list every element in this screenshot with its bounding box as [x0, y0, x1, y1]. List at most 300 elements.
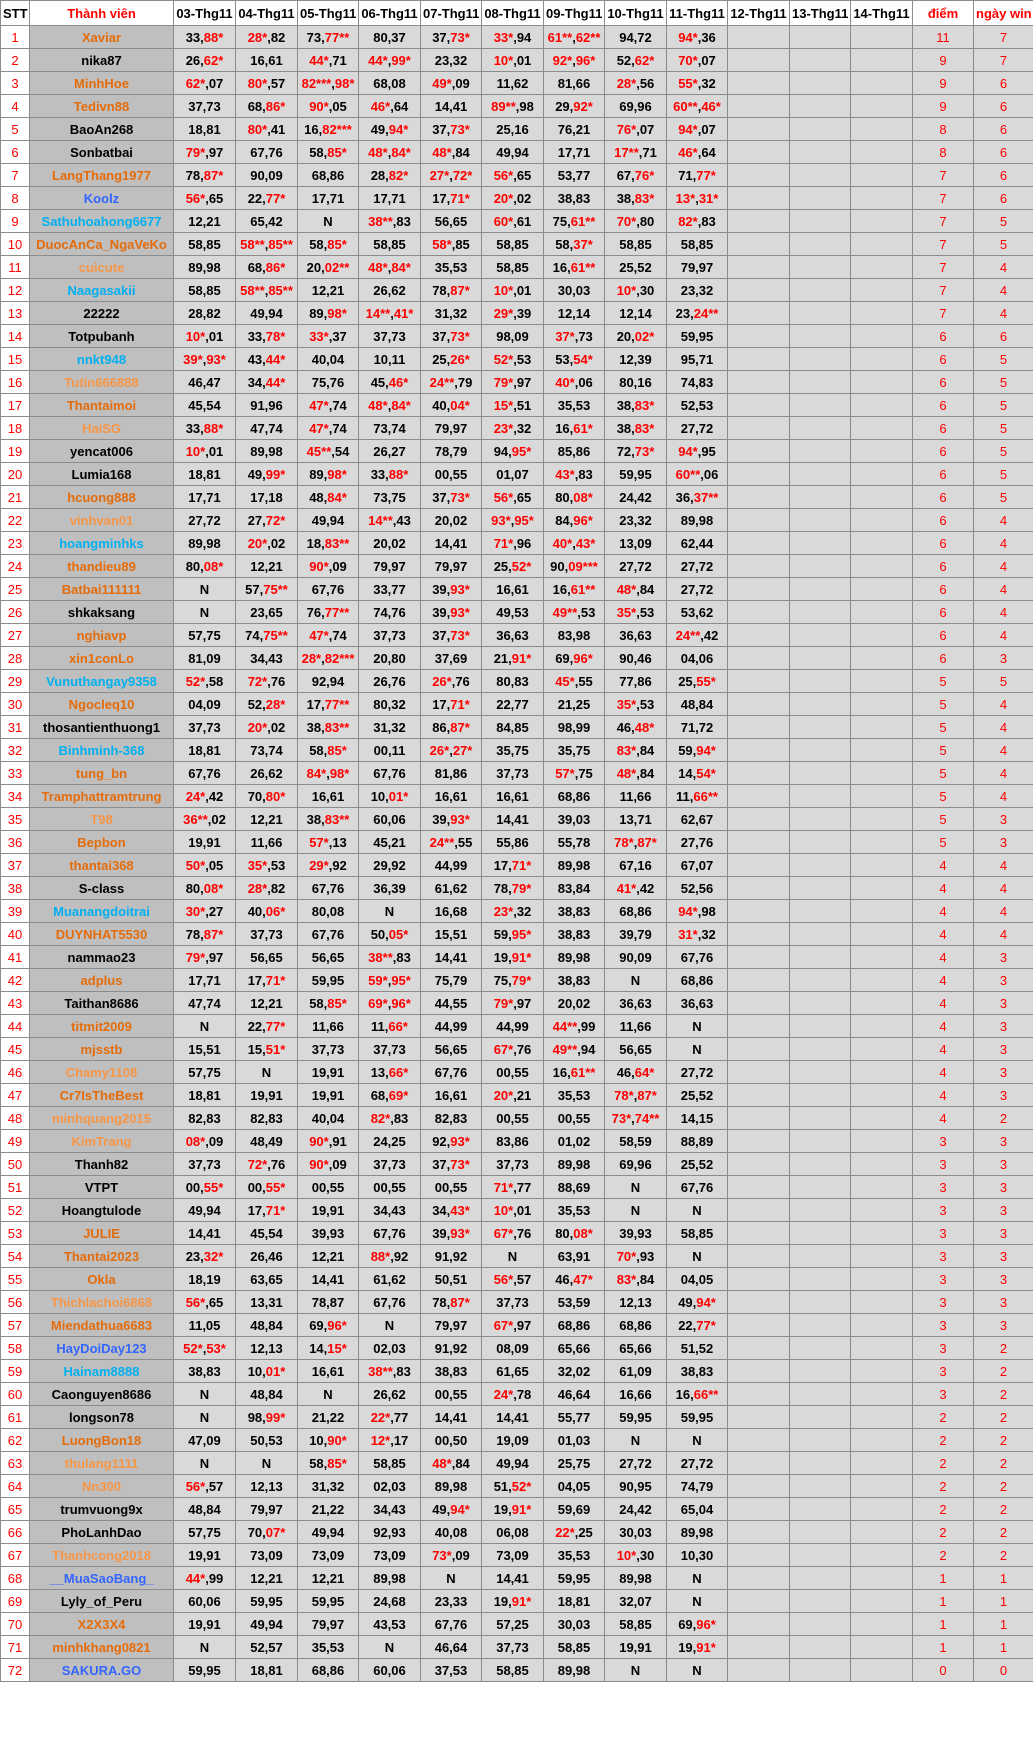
day-value-cell [605, 26, 667, 49]
day-value-cell [667, 1498, 728, 1521]
empty-day-cell [790, 1107, 851, 1130]
day-value-cell [667, 1406, 728, 1429]
empty-day-cell [790, 49, 851, 72]
column-header: ngày win [974, 1, 1033, 26]
value-part: 01,02 [557, 1133, 591, 1149]
value-part: 17, [432, 696, 451, 712]
value-part: 82* [370, 1110, 391, 1126]
row-number: 38 [1, 877, 30, 900]
value-part: , [326, 765, 330, 781]
day-value-cell [236, 877, 298, 900]
score-cell: 3 [913, 1314, 974, 1337]
day-value-cell [544, 739, 605, 762]
value-part: 59,95 [311, 1593, 345, 1609]
value-part: 48* [368, 397, 388, 413]
value-part: , [510, 512, 515, 528]
day-value-cell [298, 164, 359, 187]
value-part: 74, [245, 627, 264, 643]
row-number: 47 [1, 1084, 30, 1107]
row-number: 42 [1, 969, 30, 992]
day-value-cell [667, 118, 728, 141]
value-part: 37, [432, 328, 451, 344]
value-part: ,84 [451, 144, 470, 160]
day-value-cell [298, 808, 359, 831]
day-value-cell [174, 1383, 236, 1406]
value-part: 31,32 [434, 305, 468, 321]
table-row [1, 1107, 1033, 1130]
value-part: 45,21 [373, 834, 406, 850]
day-value-cell [544, 578, 605, 601]
day-value-cell [605, 256, 667, 279]
day-value-cell [359, 417, 421, 440]
day-value-cell [236, 1268, 298, 1291]
score-cell: 3 [913, 1176, 974, 1199]
day-value-cell [359, 1360, 421, 1383]
day-value-cell [174, 141, 236, 164]
value-part: 49,94 [188, 1202, 221, 1218]
value-part: ,32 [697, 926, 716, 942]
value-part: 65,66 [619, 1340, 652, 1356]
value-part: 79,97 [311, 1616, 345, 1632]
day-value-cell [421, 877, 482, 900]
value-part: 34,43 [373, 1202, 406, 1218]
value-part: 36, [675, 489, 694, 505]
day-value-cell [298, 877, 359, 900]
day-value-cell [298, 1452, 359, 1475]
empty-day-cell [728, 509, 790, 532]
value-part: 14,41 [311, 1271, 345, 1287]
table-row [1, 900, 1033, 923]
member-name: Sathuhoahong6677 [30, 210, 174, 233]
day-value-cell [236, 578, 298, 601]
value-part: 38, [616, 397, 635, 413]
value-part: 73* [450, 328, 470, 344]
value-part: , [633, 1087, 638, 1103]
value-part: 67,16 [619, 857, 652, 873]
value-part: 12,13 [250, 1340, 283, 1356]
value-part: 40,04 [311, 1110, 345, 1126]
value-part: 87* [637, 834, 657, 850]
value-part: 46* [701, 98, 721, 114]
value-part: 12,39 [619, 351, 652, 367]
value-part: 95* [391, 972, 411, 988]
value-part: 17, [493, 857, 512, 873]
value-part: 17,71 [311, 190, 345, 206]
value-part: 94,72 [619, 29, 652, 45]
value-part: 68, [247, 98, 266, 114]
value-part: ,32 [513, 903, 532, 919]
day-value-cell [605, 946, 667, 969]
value-part: 85** [268, 282, 293, 298]
day-value-cell [544, 1199, 605, 1222]
day-value-cell [482, 1038, 544, 1061]
value-part: , [695, 190, 699, 206]
value-part: 12,21 [311, 1248, 345, 1264]
score-cell: 5 [913, 716, 974, 739]
row-number: 71 [1, 1636, 30, 1659]
day-value-cell [667, 969, 728, 992]
day-value-cell [174, 900, 236, 923]
wins-cell: 6 [974, 187, 1033, 210]
value-part: ,97 [513, 374, 532, 390]
score-cell: 8 [913, 118, 974, 141]
value-part: ,98 [697, 903, 716, 919]
empty-day-cell [790, 1360, 851, 1383]
value-part: 35,53 [434, 259, 468, 275]
value-part: 46, [616, 1064, 635, 1080]
day-value-cell [298, 371, 359, 394]
empty-day-cell [728, 601, 790, 624]
value-part: 46* [678, 144, 698, 160]
empty-day-cell [728, 1199, 790, 1222]
value-part: 52* [183, 1340, 203, 1356]
day-value-cell [544, 1475, 605, 1498]
day-value-cell [359, 1383, 421, 1406]
table-row [1, 1613, 1033, 1636]
value-part: 60** [673, 98, 698, 114]
score-cell: 7 [913, 164, 974, 187]
value-part: ,09 [328, 1156, 347, 1172]
value-part: 68,86 [311, 167, 345, 183]
day-value-cell [421, 26, 482, 49]
value-part: 25,52 [680, 1156, 714, 1172]
day-value-cell [544, 509, 605, 532]
value-part: ,55 [574, 673, 593, 689]
value-part: 58,85 [680, 1225, 714, 1241]
table-row [1, 348, 1033, 371]
empty-day-cell [851, 141, 913, 164]
row-number: 44 [1, 1015, 30, 1038]
table-row [1, 1061, 1033, 1084]
value-part: 72* [265, 512, 286, 528]
empty-day-cell [851, 325, 913, 348]
table-row [1, 440, 1033, 463]
day-value-cell [421, 210, 482, 233]
empty-day-cell [851, 1429, 913, 1452]
day-value-cell [236, 348, 298, 371]
day-value-cell [174, 854, 236, 877]
value-part: ,53 [636, 696, 655, 712]
value-part: 59,95 [619, 1409, 652, 1425]
value-part: 89,98 [680, 512, 714, 528]
day-value-cell [667, 854, 728, 877]
value-part: 67,76 [311, 880, 345, 896]
value-part: 29* [309, 857, 329, 873]
value-part: 26,62 [250, 765, 283, 781]
table-row [1, 1544, 1033, 1567]
day-value-cell [544, 210, 605, 233]
day-value-cell [421, 969, 482, 992]
day-value-cell [544, 854, 605, 877]
table-row [1, 647, 1033, 670]
day-value-cell [667, 486, 728, 509]
value-part: ,05 [328, 98, 347, 114]
value-part: 00,55 [557, 1110, 591, 1126]
row-number: 55 [1, 1268, 30, 1291]
day-value-cell [421, 624, 482, 647]
value-part: 01* [388, 788, 409, 804]
empty-day-cell [790, 900, 851, 923]
day-value-cell [667, 1084, 728, 1107]
day-value-cell [298, 1475, 359, 1498]
value-part: 45** [306, 443, 332, 459]
value-part: 75,76 [311, 374, 345, 390]
value-part: 49,94 [250, 305, 283, 321]
row-number: 13 [1, 302, 30, 325]
value-part: 25, [432, 351, 451, 367]
day-value-cell [605, 302, 667, 325]
value-part: , [202, 351, 207, 367]
value-part: 87* [203, 167, 224, 183]
day-value-cell [544, 463, 605, 486]
value-part: 69,96 [619, 1156, 652, 1172]
value-part: ,98 [515, 98, 534, 114]
score-cell: 7 [913, 279, 974, 302]
day-value-cell [421, 371, 482, 394]
day-value-cell [236, 187, 298, 210]
value-part: 52, [247, 696, 266, 712]
value-part: 14,41 [496, 811, 529, 827]
value-part: N [692, 1662, 702, 1678]
value-part: 40* [552, 535, 573, 551]
day-value-cell [174, 1590, 236, 1613]
day-value-cell [421, 1245, 482, 1268]
value-part: ,76 [267, 1156, 286, 1172]
value-part: 32,02 [557, 1363, 591, 1379]
member-name: Thantaimoi [30, 394, 174, 417]
day-value-cell [236, 26, 298, 49]
table-row [1, 509, 1033, 532]
value-part: 69,96 [619, 98, 652, 114]
day-value-cell [236, 1314, 298, 1337]
row-number: 36 [1, 831, 30, 854]
value-part: 82,83 [250, 1110, 283, 1126]
value-part: N [384, 903, 395, 919]
value-part: 69* [388, 1087, 409, 1103]
value-part: 09*** [568, 558, 598, 574]
day-value-cell [421, 486, 482, 509]
empty-day-cell [728, 1061, 790, 1084]
day-value-cell [174, 118, 236, 141]
day-value-cell [544, 118, 605, 141]
value-part: 37,73 [373, 1156, 406, 1172]
empty-day-cell [790, 1291, 851, 1314]
member-name: Thichlachoi6868 [30, 1291, 174, 1314]
value-part: 58,85 [188, 236, 221, 252]
value-part: 63,91 [557, 1248, 591, 1264]
value-part: 61* [573, 420, 593, 436]
value-part: 74,76 [373, 604, 406, 620]
day-value-cell [421, 1590, 482, 1613]
value-part: 77* [696, 167, 716, 183]
day-value-cell [544, 1061, 605, 1084]
row-number: 60 [1, 1383, 30, 1406]
empty-day-cell [851, 900, 913, 923]
value-part: 37, [432, 29, 451, 45]
score-cell: 6 [913, 463, 974, 486]
table-row [1, 141, 1033, 164]
table-row [1, 532, 1033, 555]
value-part: 10* [616, 282, 637, 298]
column-header: 04-Thg11 [236, 1, 298, 26]
wins-cell: 3 [974, 647, 1033, 670]
value-part: 72, [616, 443, 635, 459]
value-part: 91* [511, 650, 532, 666]
value-part: 80,08 [311, 903, 345, 919]
value-part: 14, [309, 1340, 328, 1356]
value-part: , [331, 75, 335, 91]
empty-day-cell [790, 1659, 851, 1682]
day-value-cell [236, 1590, 298, 1613]
value-part: N [507, 1248, 518, 1264]
value-part: 15,51 [434, 926, 468, 942]
value-part: 22,77 [496, 696, 529, 712]
score-cell: 3 [913, 1268, 974, 1291]
empty-day-cell [728, 1521, 790, 1544]
day-value-cell [421, 1406, 482, 1429]
wins-cell: 4 [974, 578, 1033, 601]
value-part: 36,63 [680, 995, 714, 1011]
score-cell: 2 [913, 1544, 974, 1567]
day-value-cell [359, 785, 421, 808]
value-part: ,71 [328, 52, 347, 68]
empty-day-cell [728, 371, 790, 394]
value-part: 14,41 [434, 98, 468, 114]
value-part: ,27 [205, 903, 224, 919]
day-value-cell [667, 49, 728, 72]
empty-day-cell [790, 187, 851, 210]
day-value-cell [605, 486, 667, 509]
value-part: 89,98 [373, 1570, 406, 1586]
table-row [1, 1314, 1033, 1337]
value-part: 16,66 [619, 1386, 652, 1402]
member-name: LuongBon18 [30, 1429, 174, 1452]
value-part: 15,51 [188, 1041, 221, 1057]
value-part: 94* [450, 1501, 470, 1517]
day-value-cell [544, 1291, 605, 1314]
member-name: Koolz [30, 187, 174, 210]
day-value-cell [482, 1291, 544, 1314]
empty-day-cell [851, 877, 913, 900]
day-value-cell [482, 302, 544, 325]
empty-day-cell [790, 394, 851, 417]
value-part: ,54 [331, 443, 350, 459]
member-name: Miendathua6683 [30, 1314, 174, 1337]
day-value-cell [359, 647, 421, 670]
value-part: 00, [247, 1179, 266, 1195]
table-row [1, 394, 1033, 417]
value-part: 00,55 [434, 466, 468, 482]
value-part: 48* [616, 581, 637, 597]
empty-day-cell [790, 831, 851, 854]
value-part: 91,92 [434, 1340, 468, 1356]
empty-day-cell [851, 118, 913, 141]
value-part: 19,91 [250, 1087, 283, 1103]
value-part: 52* [493, 351, 514, 367]
empty-day-cell [728, 1452, 790, 1475]
value-part: 69, [678, 1616, 697, 1632]
day-value-cell [667, 1130, 728, 1153]
value-part: 91* [511, 949, 532, 965]
day-value-cell [236, 1613, 298, 1636]
member-name: Hoangtulode [30, 1199, 174, 1222]
day-value-cell [174, 532, 236, 555]
value-part: ,83 [392, 949, 411, 965]
member-name: Binhminh-368 [30, 739, 174, 762]
value-part: 67,76 [311, 581, 345, 597]
day-value-cell [667, 1314, 728, 1337]
value-part: 16, [304, 121, 323, 137]
value-part: ,99 [205, 1570, 224, 1586]
value-part: 27,72 [680, 1455, 714, 1471]
day-value-cell [236, 1567, 298, 1590]
day-value-cell [236, 95, 298, 118]
empty-day-cell [728, 1130, 790, 1153]
wins-cell: 0 [974, 1659, 1033, 1682]
value-part: 10* [493, 1202, 514, 1218]
day-value-cell [605, 1153, 667, 1176]
empty-day-cell [790, 95, 851, 118]
value-part: 00,55 [496, 1064, 529, 1080]
empty-day-cell [851, 348, 913, 371]
day-value-cell [421, 394, 482, 417]
value-part: 39,03 [557, 811, 591, 827]
value-part: 36,63 [496, 627, 529, 643]
value-part: 77** [324, 696, 350, 712]
value-part: 36** [183, 811, 208, 827]
value-part: 38,83 [557, 926, 591, 942]
value-part: ,01 [205, 443, 224, 459]
row-number: 19 [1, 440, 30, 463]
value-part: 27,72 [680, 581, 714, 597]
day-value-cell [421, 1337, 482, 1360]
value-part: 41* [616, 880, 637, 896]
day-value-cell [421, 739, 482, 762]
day-value-cell [667, 302, 728, 325]
value-part: 32,07 [619, 1593, 652, 1609]
row-number: 14 [1, 325, 30, 348]
value-part: , [572, 52, 576, 68]
row-number: 57 [1, 1314, 30, 1337]
value-part: 37, [432, 121, 451, 137]
day-value-cell [605, 95, 667, 118]
value-part: 44* [185, 1570, 206, 1586]
empty-day-cell [790, 992, 851, 1015]
value-part: ,84 [636, 765, 655, 781]
score-cell: 5 [913, 831, 974, 854]
value-part: 82*** [301, 75, 332, 91]
value-part: 88* [203, 420, 224, 436]
empty-day-cell [728, 394, 790, 417]
value-part: , [387, 995, 392, 1011]
empty-day-cell [790, 762, 851, 785]
value-part: 37, [432, 1156, 451, 1172]
row-number: 10 [1, 233, 30, 256]
day-value-cell [667, 670, 728, 693]
value-part: 19,91 [311, 1064, 345, 1080]
empty-day-cell [728, 486, 790, 509]
member-name: cuicute [30, 256, 174, 279]
wins-cell: 5 [974, 371, 1033, 394]
table-row [1, 1015, 1033, 1038]
day-value-cell [359, 1268, 421, 1291]
day-value-cell [236, 1636, 298, 1659]
value-part: ,73 [574, 328, 593, 344]
day-value-cell [359, 1590, 421, 1613]
day-value-cell [298, 1015, 359, 1038]
empty-day-cell [790, 1429, 851, 1452]
value-part: ,02 [513, 190, 532, 206]
